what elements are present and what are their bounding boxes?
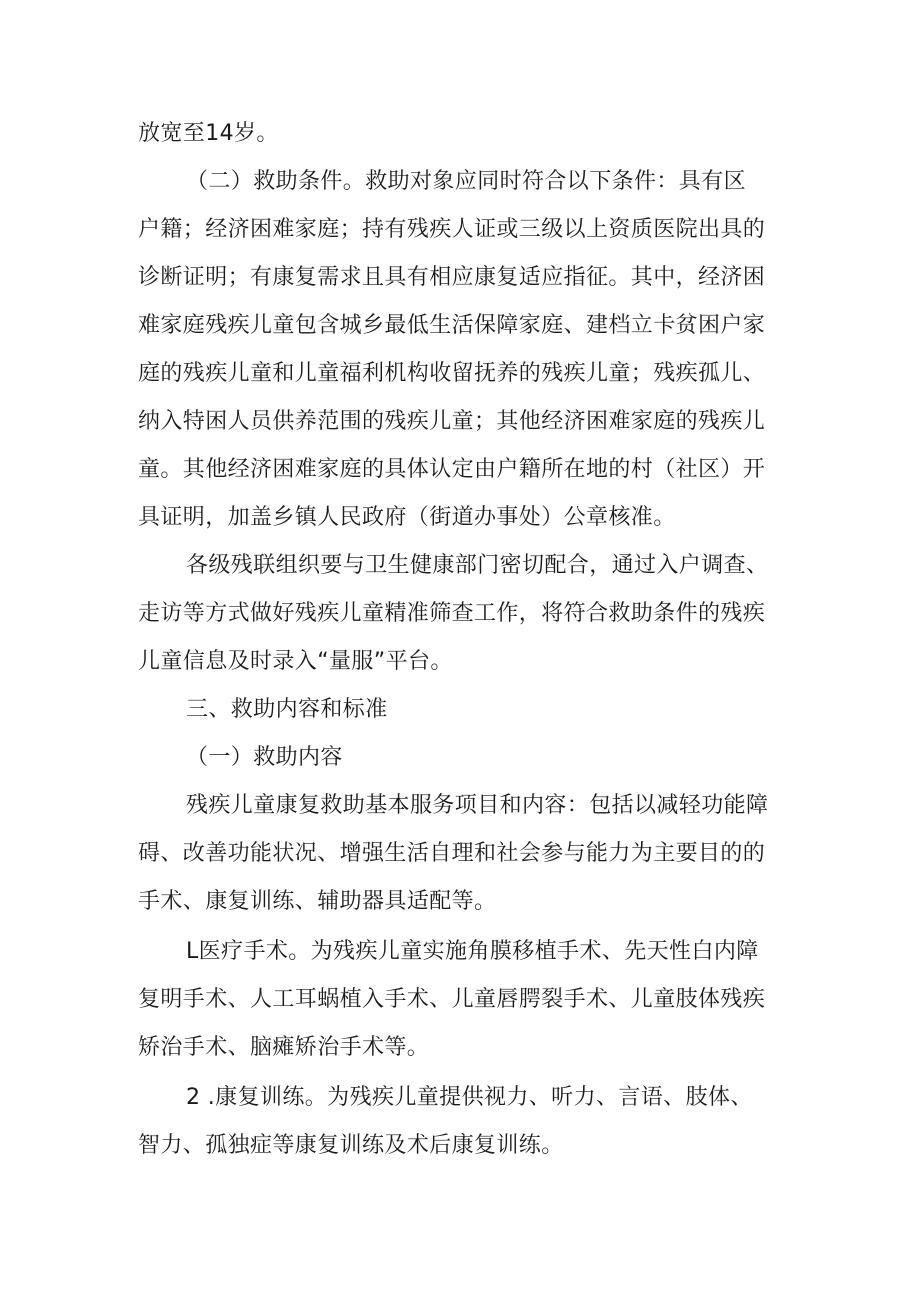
text-line: 手术、康复训练、辅助器具适配等。 — [138, 889, 497, 914]
text-line: 具证明，加盖乡镇人民政府（街道办事处）公章核准。 — [138, 505, 676, 530]
text-line: 复明手术、人工耳蜗植入手术、儿童唇腭裂手术、儿童肢体残疾 — [138, 987, 766, 1012]
text-line: 童。其他经济困难家庭的具体认定由户籍所在地的村（社区）开 — [138, 457, 766, 482]
subsection-heading: （一）救助内容 — [186, 745, 343, 770]
text-line: 残疾儿童康复救助基本服务项目和内容：包括以减轻功能障 — [186, 793, 769, 818]
text-line: 放宽至14岁。 — [138, 121, 279, 146]
section-heading: 三、救助内容和标准 — [186, 697, 388, 722]
text-line: 智力、孤独症等康复训练及术后康复训练。 — [138, 1133, 564, 1158]
text-line: 矫治手术、脑瘫矫治手术等。 — [138, 1035, 430, 1060]
text-line: （二）救助条件。救助对象应同时符合以下条件：具有区 — [186, 169, 747, 194]
text-line: 纳入特困人员供养范围的残疾儿童；其他经济困难家庭的残疾儿 — [138, 409, 766, 434]
text-line: 难家庭残疾儿童包含城乡最低生活保障家庭、建档立卡贫困户家 — [138, 313, 766, 338]
text-line: 庭的残疾儿童和儿童福利机构收留抚养的残疾儿童；残疾孤儿、 — [138, 361, 766, 386]
text-line: 诊断证明；有康复需求且具有相应康复适应指征。其中，经济困 — [138, 265, 766, 290]
text-line: 户籍；经济困难家庭；持有残疾人证或三级以上资质医院出具的 — [138, 217, 766, 242]
text-line: 各级残联组织要与卫生健康部门密切配合，通过入户调查、 — [186, 553, 769, 578]
text-line: 儿童信息及时录入“量服”平台。 — [138, 649, 453, 674]
text-line: 走访等方式做好残疾儿童精准筛查工作，将符合救助条件的残疾 — [138, 601, 766, 626]
text-line: 2 .康复训练。为残疾儿童提供视力、听力、言语、肢体、 — [186, 1085, 753, 1110]
text-line: 碍、改善功能状况、增强生活自理和社会参与能力为主要目的的 — [138, 841, 766, 866]
text-line: L医疗手术。为残疾儿童实施角膜移植手术、先天性白内障 — [186, 939, 759, 964]
